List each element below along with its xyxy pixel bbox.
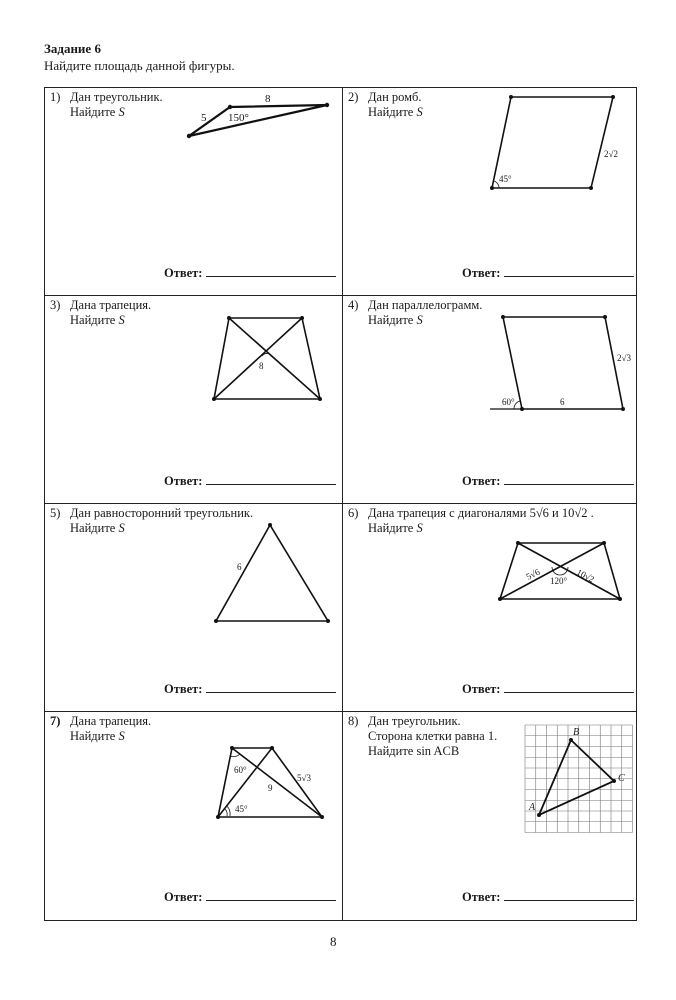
vertex-dot bbox=[270, 746, 274, 750]
vertex-dot bbox=[618, 597, 622, 601]
problem-variable: S bbox=[118, 729, 125, 743]
problem-number: 3) bbox=[50, 298, 61, 312]
problem-condition: Сторона клетки равна 1. bbox=[368, 729, 498, 743]
problem-1 bbox=[44, 87, 342, 295]
square-grid bbox=[525, 725, 633, 833]
vertex-dot bbox=[318, 397, 322, 401]
problem-question: Найдите bbox=[70, 313, 119, 327]
problem-statement: Дана трапеция с диагоналями 5√6 и 10√2 . bbox=[368, 506, 594, 520]
rhombus-figure bbox=[342, 87, 640, 295]
answer-label: Ответ: bbox=[462, 266, 501, 280]
trapezoid-diagonals-figure bbox=[342, 503, 640, 711]
side-label: 2√2 bbox=[604, 149, 618, 159]
problem-variable: S bbox=[118, 521, 125, 535]
problem-5 bbox=[44, 503, 342, 711]
vertex-label: C bbox=[618, 773, 625, 784]
angle-label: 45° bbox=[499, 174, 512, 184]
problem-number: 1) bbox=[50, 90, 61, 104]
answer-field[interactable] bbox=[462, 474, 634, 489]
vertex-dot bbox=[621, 407, 625, 411]
problem-number: 6) bbox=[348, 506, 359, 520]
problem-number: 2) bbox=[348, 90, 359, 104]
vertex-dot bbox=[569, 738, 573, 742]
answer-label: Ответ: bbox=[462, 474, 501, 488]
vertex-dot bbox=[501, 315, 505, 319]
problem-variable: S bbox=[416, 313, 423, 327]
problem-statement: Дана трапеция. bbox=[70, 298, 152, 312]
vertex-dot bbox=[320, 815, 324, 819]
angle-arc bbox=[552, 567, 568, 575]
problem-statement: Дана трапеция. bbox=[70, 714, 152, 728]
vertex-dot bbox=[612, 779, 616, 783]
diagonal-label: 8 bbox=[259, 361, 264, 371]
problem-question: Найдите bbox=[368, 313, 417, 327]
problem-number: 8) bbox=[348, 714, 359, 728]
vertex-dot bbox=[602, 541, 606, 545]
answer-blank[interactable] bbox=[206, 474, 336, 485]
side-label: 6 bbox=[237, 562, 242, 572]
problem-number: 4) bbox=[348, 298, 359, 312]
angle-arc bbox=[225, 809, 227, 816]
diagonal-label: 5√6 bbox=[524, 566, 542, 582]
trapezoid-figure bbox=[44, 295, 342, 503]
page-number: 8 bbox=[330, 934, 337, 949]
angle-label: 150° bbox=[228, 112, 249, 124]
vertex-dot bbox=[611, 95, 615, 99]
answer-field[interactable] bbox=[164, 474, 336, 489]
vertex-label: B bbox=[573, 727, 580, 738]
answer-field[interactable] bbox=[164, 266, 336, 281]
base-label: 6 bbox=[560, 397, 565, 407]
angle-label: 120° bbox=[550, 576, 568, 586]
answer-field[interactable] bbox=[462, 890, 634, 905]
problem-number: 5) bbox=[50, 506, 61, 520]
diagonal-label: 9 bbox=[268, 783, 273, 793]
answer-label: Ответ: bbox=[164, 682, 203, 696]
problem-statement: Дан равносторонний треугольник. bbox=[70, 506, 254, 520]
problem-statement: Дан треугольник. bbox=[70, 90, 163, 104]
diagonal-label: 10√2 bbox=[575, 566, 597, 585]
vertex-dot bbox=[228, 105, 232, 109]
answer-field[interactable] bbox=[164, 682, 336, 697]
problem-7 bbox=[44, 711, 342, 919]
problem-number: 7) bbox=[50, 714, 61, 728]
vertex-dot bbox=[326, 619, 330, 623]
vertex-dot bbox=[212, 397, 216, 401]
angle-label: 60° bbox=[502, 397, 515, 407]
vertex-dot bbox=[537, 813, 541, 817]
problem-question: Найдите bbox=[368, 521, 417, 535]
triangle-shape bbox=[216, 525, 328, 621]
vertex-dot bbox=[603, 315, 607, 319]
problem-2 bbox=[342, 87, 640, 295]
problem-statement: Дан параллелограмм. bbox=[368, 298, 483, 312]
problem-variable: S bbox=[416, 521, 423, 535]
problem-variable: S bbox=[118, 313, 125, 327]
answer-blank[interactable] bbox=[504, 266, 634, 277]
vertex-dot bbox=[300, 316, 304, 320]
task-title: Задание 6 bbox=[44, 41, 101, 56]
answer-label: Ответ: bbox=[462, 682, 501, 696]
problem-statement: Дан ромб. bbox=[368, 90, 422, 104]
angle-label: 60° bbox=[234, 765, 247, 775]
vertex-dot bbox=[520, 407, 524, 411]
side-label: 5√3 bbox=[297, 773, 311, 783]
problem-4 bbox=[342, 295, 640, 503]
angle-arc bbox=[514, 401, 520, 409]
problem-variable: S bbox=[118, 105, 125, 119]
equilateral-triangle-figure bbox=[44, 503, 342, 711]
vertex-dot bbox=[216, 815, 220, 819]
triangle-shape bbox=[539, 740, 614, 815]
answer-field[interactable] bbox=[462, 266, 634, 281]
triangle-shape bbox=[189, 105, 327, 136]
problem-3 bbox=[44, 295, 342, 503]
parallelogram-figure bbox=[342, 295, 640, 503]
problem-question: Найдите bbox=[70, 105, 119, 119]
answer-label: Ответ: bbox=[462, 890, 501, 904]
side-label: 8 bbox=[265, 93, 271, 105]
vertex-dot bbox=[509, 95, 513, 99]
parallelogram-shape bbox=[503, 317, 623, 409]
vertex-dot bbox=[325, 103, 329, 107]
problem-variable: S bbox=[416, 105, 423, 119]
answer-blank[interactable] bbox=[504, 474, 634, 485]
answer-field[interactable] bbox=[462, 682, 634, 697]
answer-blank[interactable] bbox=[206, 890, 336, 901]
vertex-dot bbox=[230, 746, 234, 750]
problem-question: Найдите sin ACB bbox=[368, 744, 460, 758]
answer-field[interactable] bbox=[164, 890, 336, 905]
vertex-dot bbox=[187, 134, 191, 138]
vertex-dot bbox=[516, 541, 520, 545]
vertex-dot bbox=[214, 619, 218, 623]
answer-blank[interactable] bbox=[206, 266, 336, 277]
vertex-dot bbox=[268, 523, 272, 527]
trapezoid-figure bbox=[44, 711, 342, 919]
problem-question: Найдите bbox=[368, 105, 417, 119]
answer-label: Ответ: bbox=[164, 890, 203, 904]
answer-label: Ответ: bbox=[164, 474, 203, 488]
trapezoid-shape bbox=[214, 318, 320, 399]
answer-blank[interactable] bbox=[504, 890, 634, 901]
vertex-dot bbox=[227, 316, 231, 320]
problem-8 bbox=[342, 711, 640, 919]
answer-label: Ответ: bbox=[164, 266, 203, 280]
vertex-dot bbox=[498, 597, 502, 601]
problem-question: Найдите bbox=[70, 729, 119, 743]
angle-label: 45° bbox=[235, 804, 248, 814]
trapezoid-shape bbox=[500, 543, 620, 599]
problem-question: Найдите bbox=[70, 521, 119, 535]
task-instruction: Найдите площадь данной фигуры. bbox=[44, 58, 235, 73]
vertex-label: A bbox=[529, 802, 536, 813]
side-label: 2√3 bbox=[617, 353, 631, 363]
triangle-figure bbox=[44, 87, 342, 295]
vertex-dot bbox=[589, 186, 593, 190]
grid-triangle-figure bbox=[342, 711, 640, 919]
problem-6 bbox=[342, 503, 640, 711]
problem-statement: Дан треугольник. bbox=[368, 714, 461, 728]
vertex-dot bbox=[490, 186, 494, 190]
diagonal bbox=[229, 318, 320, 399]
answer-blank[interactable] bbox=[504, 682, 634, 693]
answer-blank[interactable] bbox=[206, 682, 336, 693]
side-label: 5 bbox=[201, 112, 207, 124]
